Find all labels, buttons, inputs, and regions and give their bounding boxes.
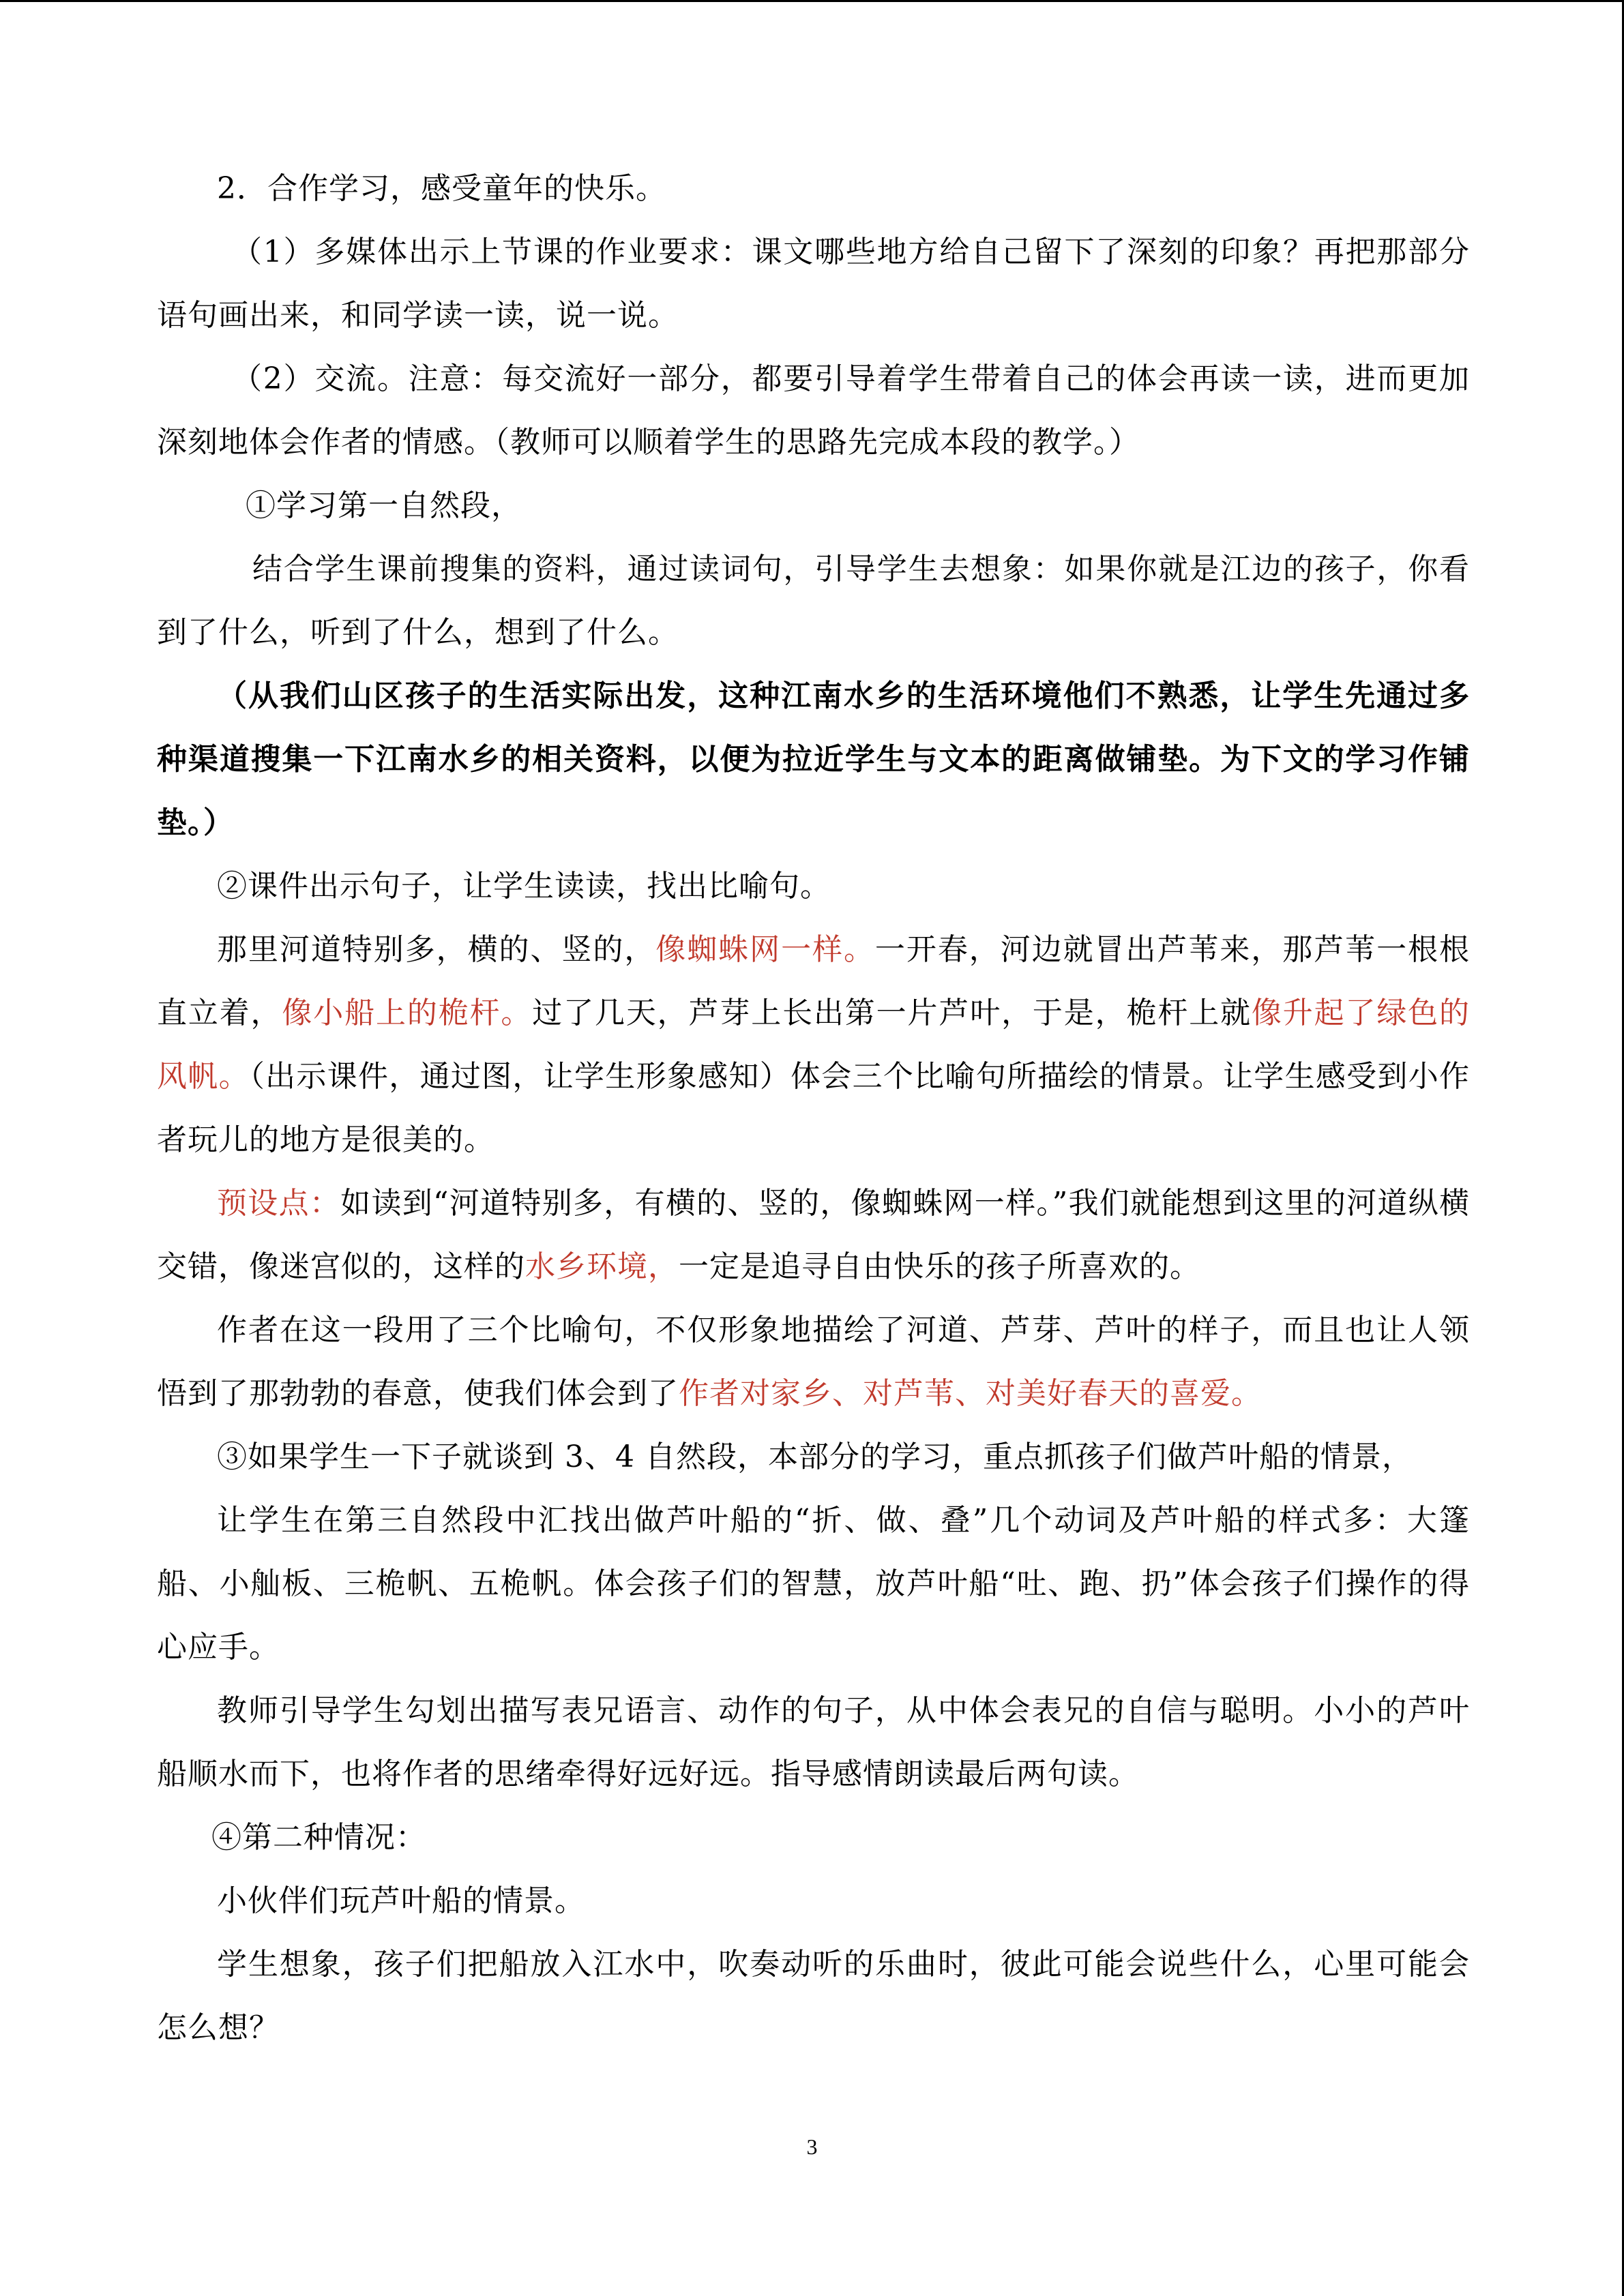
section-heading: 2．合作学习，感受童年的快乐。	[217, 171, 666, 206]
author-text-segment: 作者在这一段用了三个比喻句，不仅形象地描绘了河道、芦芽、芦叶的样子，而且也让人领悟到了那勃勃的春意，使我们体会到了	[157, 1313, 1470, 1411]
paragraph-student-imagine: 学生想象，孩子们把船放入江水中，吹奏动听的乐曲时，彼此可能会说些什么，心里可能会怎么想？	[157, 1947, 1470, 2045]
preset-text-segment: 如读到“河道特别多，有横的、竖的，像蜘蛛网一样。”我们就能想到这里的河道纵横交错，像迷宫似的，这样的	[157, 1186, 1470, 1284]
metaphor-text-segment: 过了几天，芦芽上长出第一片芦叶，于是，桅杆上就	[532, 996, 1252, 1030]
paragraph-case-four: ④第二种情况：	[211, 1820, 426, 1855]
metaphor-highlight: 像升起了绿色的风帆。	[157, 996, 1471, 1094]
paragraph-author-metaphors	[157, 1298, 1470, 1425]
paragraph-metaphor-text	[157, 918, 1470, 1172]
document-body	[157, 157, 1470, 2059]
preset-text-segment: 一定是追寻自由快乐的孩子所喜欢的。	[679, 1249, 1200, 1284]
paragraph-playing-boats: 小伙伴们玩芦叶船的情景。	[217, 1883, 585, 1918]
preset-label: 预设点：	[217, 1186, 341, 1221]
paragraph-exchange-note: （2）交流。注意：每交流好一部分，都要引导着学生带着自己的体会再读一读，进而更加深刻地体会作者的情感。（教师可以顺着学生的思路先完成本段的教学。）	[157, 361, 1470, 460]
preset-highlight: 水乡环境，	[525, 1249, 679, 1284]
metaphor-text-segment: 那里河道特别多，横的、竖的，	[217, 932, 656, 967]
paragraph-imagine-prompt: 结合学生课前搜集的资料，通过读词句，引导学生去想象：如果你就是江边的孩子，你看到了什么，听到了什么，想到了什么。	[157, 552, 1470, 650]
paragraph-courseware-sentences: ②课件出示句子，让学生读读，找出比喻句。	[217, 869, 831, 904]
author-highlight: 作者对家乡、对芦苇、对美好春天的喜爱。	[679, 1376, 1262, 1411]
paragraph-study-first-section: ①学习第一自然段，	[246, 488, 522, 523]
paragraph-case-three: ③如果学生一下子就谈到 3、4 自然段，本部分的学习，重点抓孩子们做芦叶船的情景，	[217, 1440, 1413, 1474]
paragraph-preset-point	[157, 1172, 1470, 1298]
page-border-top	[0, 0, 1624, 2]
paragraph-bold-note: （从我们山区孩子的生活实际出发，这种江南水乡的生活环境他们不熟悉，让学生先通过多种渠道搜集一下江南水乡的相关资料，以便为拉近学生与文本的距离做铺垫。为下文的学习作铺垫。）	[157, 679, 1470, 840]
page-number: 3	[806, 2134, 818, 2159]
metaphor-highlight: 像小船上的桅杆。	[282, 996, 533, 1030]
paragraph-boat-making: 让学生在第三自然段中汇找出做芦叶船的“折、做、叠”几个动词及芦叶船的样式多：大篷船、小舢板、三桅帆、五桅帆。体会孩子们的智慧，放芦叶船“吐、跑、扔”体会孩子们操作的得心应手。	[157, 1503, 1470, 1665]
paragraph-homework-requirement: （1）多媒体出示上节课的作业要求：课文哪些地方给自己留下了深刻的印象？再把那部分语句画出来，和同学读一读，说一说。	[157, 235, 1470, 333]
metaphor-text-segment: 一开春，河边就冒出芦苇来，那芦苇一根根直立着，	[157, 932, 1470, 1030]
paragraph-teacher-guidance: 教师引导学生勾划出描写表兄语言、动作的句子，从中体会表兄的自信与聪明。小小的芦叶船顺水而下，也将作者的思绪牵得好远好远。指导感情朗读最后两句读。	[157, 1693, 1470, 1791]
metaphor-highlight: 像蜘蛛网一样。	[655, 932, 875, 967]
metaphor-text-segment: （出示课件，通过图，让学生形象感知）体会三个比喻句所描绘的情景。让学生感受到小作者玩儿的地方是很美的。	[157, 1059, 1470, 1157]
